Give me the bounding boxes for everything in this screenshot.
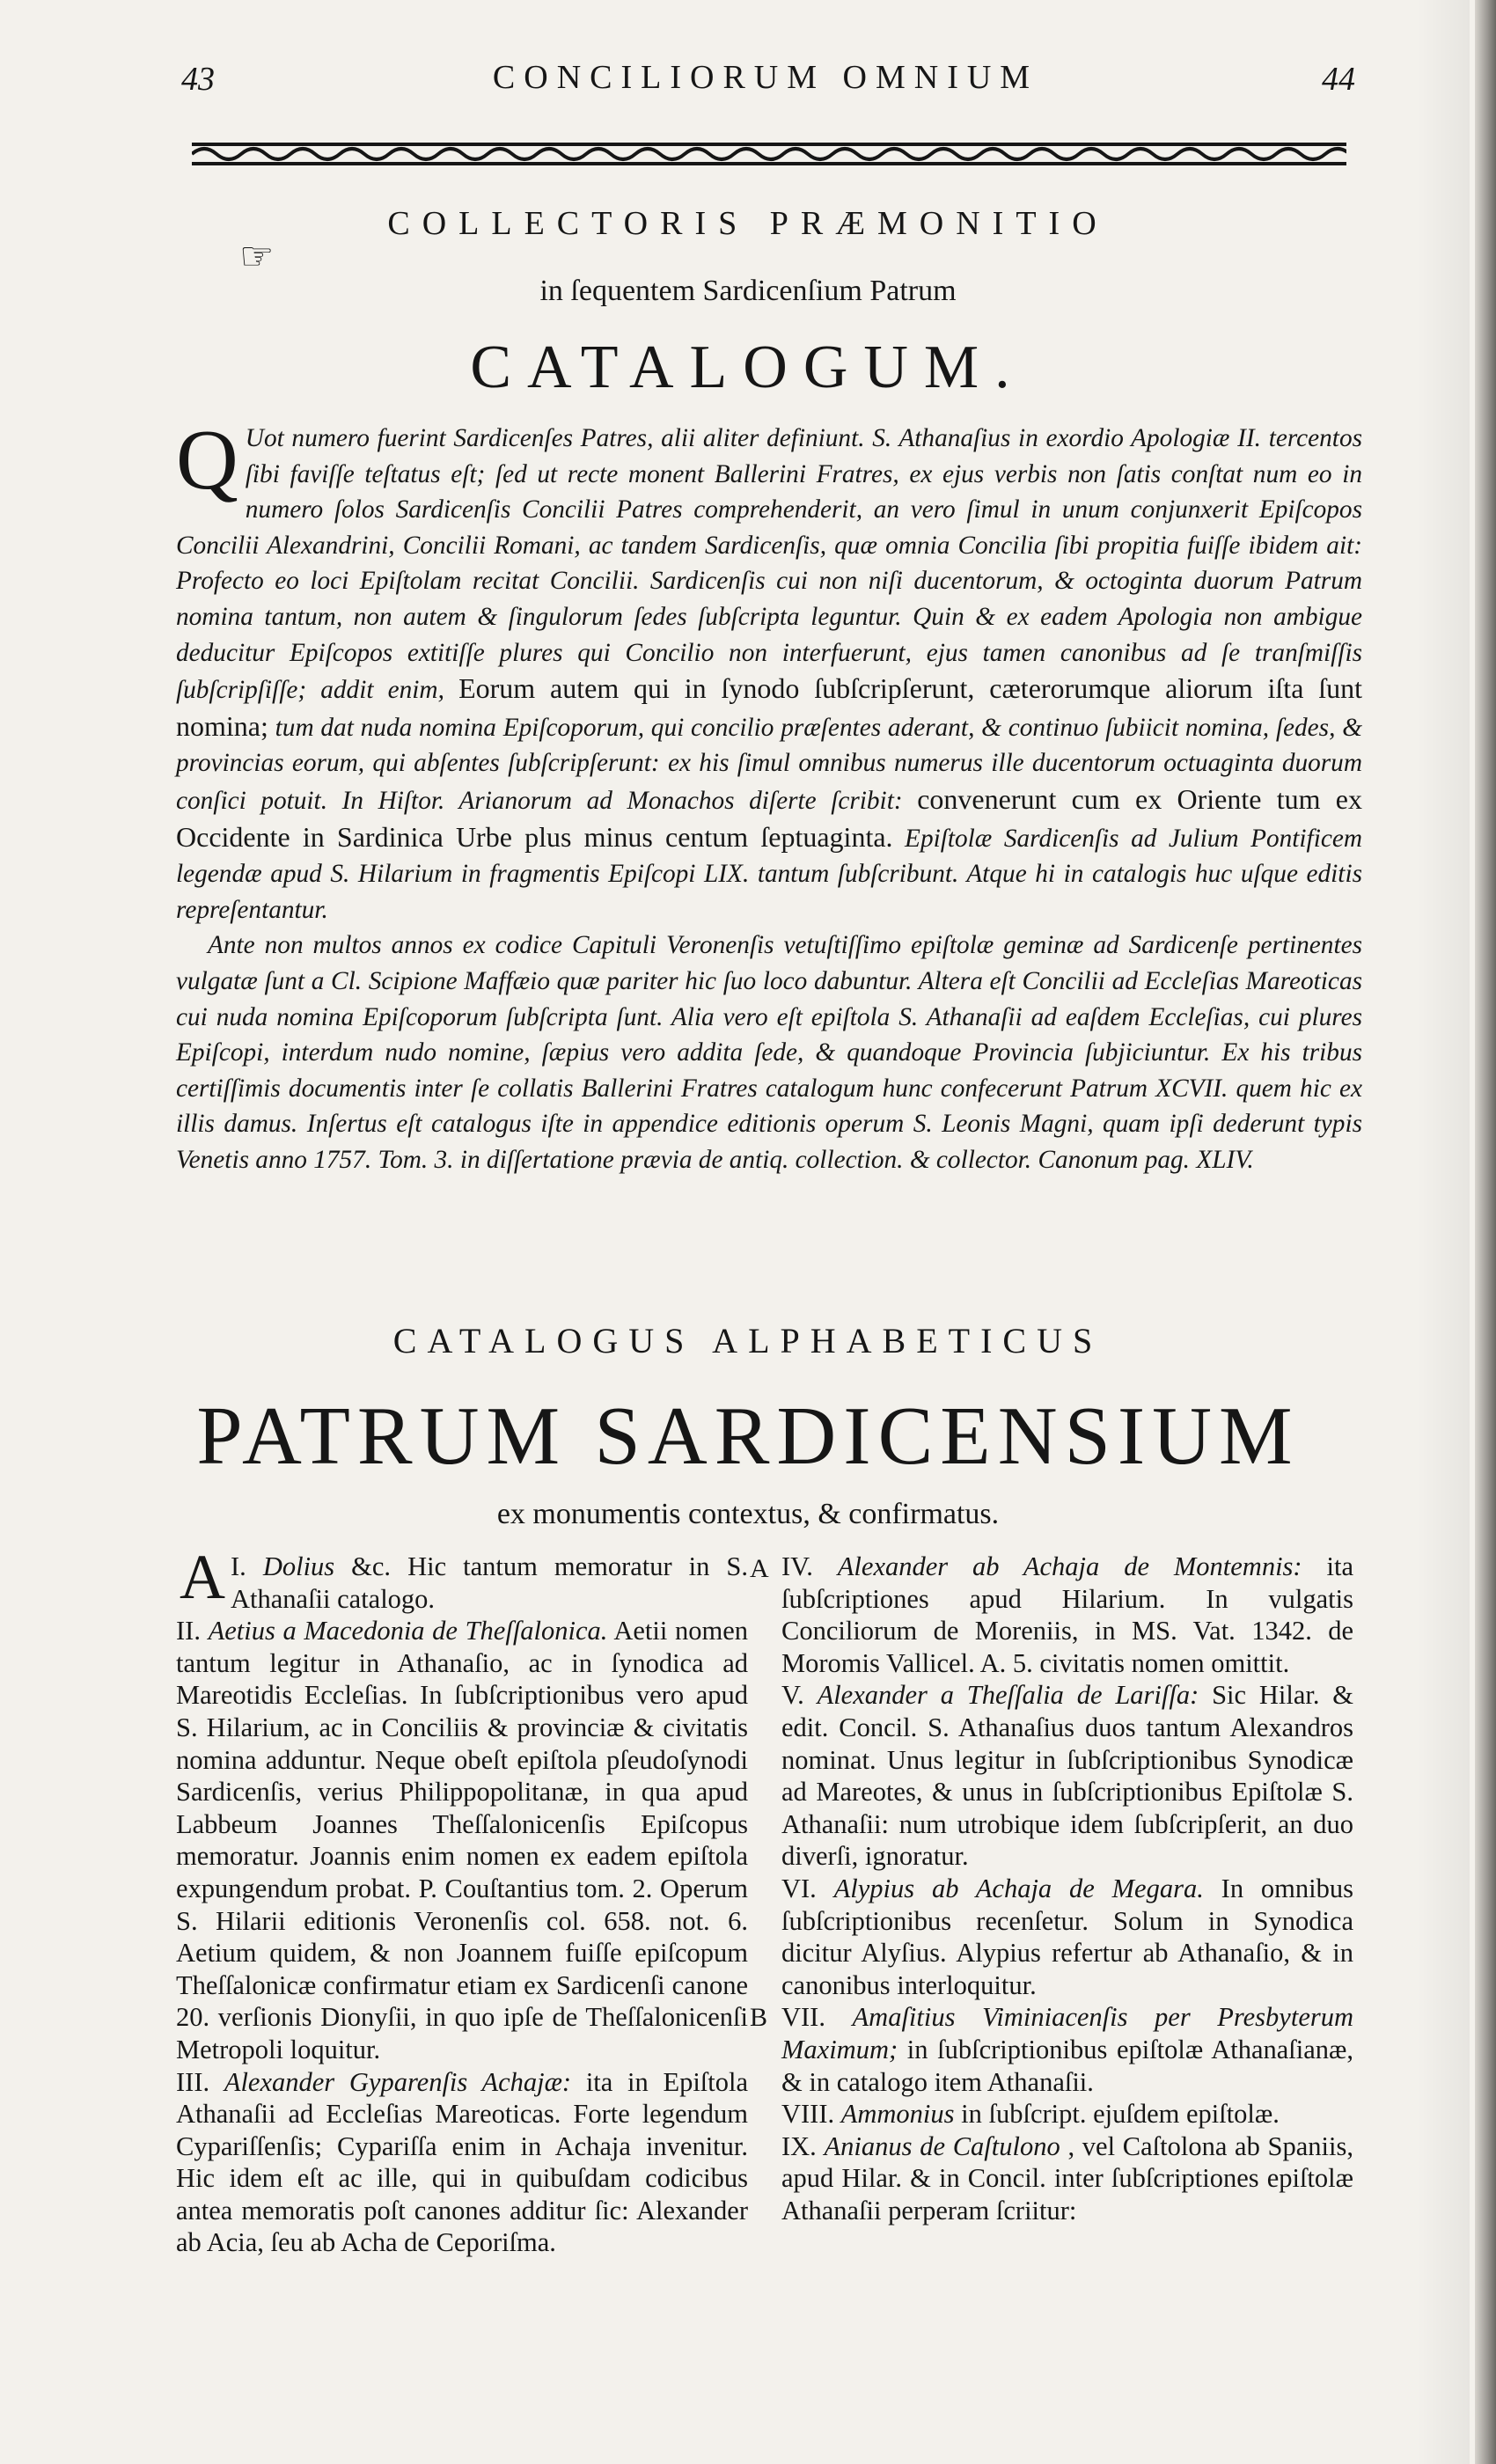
list-item [176, 1542, 748, 1615]
premonitio-subtitle: in ſequentem Sardicenſium Patrum [539, 275, 957, 307]
catalog-heading: CATALOGUS ALPHABETICUS [392, 1321, 1104, 1360]
page-number-right: 44 [1322, 61, 1355, 98]
premonitio-text [176, 413, 1363, 1177]
entry-number: I. [231, 1551, 246, 1581]
intro-text-b: tum dat nuda nomina Epiſcoporum, qui concilio præſentes aderant, & continuo ſubiicit nomina, ſedes, & provincias eorum, qui abſentes ſubſcripſerunt: ex his ſimul omnibus numerus ille ducentorum octuaginta duorum conſici potuit. In Hiſtor. Arianorum ad Monachos diſerte ſcribit: [176, 713, 1362, 815]
entry-name: Alypius ab Achaja de Megara. [833, 1873, 1204, 1903]
manicule-icon: ☞ [239, 235, 275, 278]
initial-letter: A [180, 1542, 225, 1612]
page-header [176, 55, 1355, 107]
premonitio-title: COLLECTORIS PRÆMONITIO [387, 205, 1109, 242]
entry-text: , vel Caſtolona ab Spaniis, apud Hilar. & in Concil. inter ſubſcriptiones epiſtolæ Athanaſii perperam ſcriitur: [781, 2130, 1354, 2226]
entry-name: Alexander Gyparenſis Achajæ: [224, 2066, 572, 2097]
entry-number: IV. [781, 1551, 813, 1581]
entry-number: II. [176, 1616, 201, 1646]
entry-number: IX. [781, 2130, 817, 2161]
entry-text: &c. Hic tantum memoratur in S. Athanaſii catalogo. [231, 1551, 748, 1614]
catalogum-title: CATALOGUM. [470, 334, 1026, 401]
intro-text-a: Uot numero fuerint Sardicenſes Patres, alii aliter definiunt. S. Athanaſius in exordio Apologiæ II. tercentos ſibi faviſſe teſtatus eſt; ſed ut recte monent Ballerini Fratres, ex ejus verbis non ſatis conſtat num eo in numero ſolos Sardicenſis Concilii Patres comprehenderit, an vero ſimul in unum conjunxerit Epiſcopos Concilii Alexandrini, Concilii Romani, ac tandem Sardicenſis, quæ omnia Concilia ſibi propitia fuiſſe ibidem ait: Profecto eo loci Epiſtolam recitat Concilii. Sardicenſis cui non niſi ducentorum, & octoginta duorum Patrum nomina tantum, non autem & ſingulorum ſedes ſubſcripta leguntur. Quin & ex eadem Apologia non ambigue deducitur Epiſcopos extitiſſe plures qui Concilio non interfuerunt, ejus tamen canonibus ad ſe tranſmiſſis ſubſcripſiſſe; addit enim, [176, 424, 1362, 705]
entry-name: Amaſitius Viminiacenſis per Presbyterum Maximum; [781, 2002, 1353, 2064]
entry-text: In omnibus ſubſcriptionibus recenſetur. Solum in Synodica dicitur Alyſius. Alypius refertur ab Athanaſio, & in canonibus interloquitur. [781, 1873, 1353, 2000]
entry-text: ita in Epiſtola Athanaſii ad Eccleſias Mareoticas. Forte legendum Cypariſſenſis; Cypariſſa enim in Achaja invenitur. Hic idem eſt ac ille, qui in quibuſdam codicibus antea memoratis poſt canones additur ſic: Alexander ab Acia, ſeu ab Acha de Ceporiſma. [176, 2066, 749, 2258]
running-head: CONCILIORUM OMNIUM [492, 59, 1039, 96]
catalog-column-right [781, 1551, 1353, 2226]
list-item [781, 2098, 1353, 2130]
list-item [781, 1551, 1353, 1679]
page-number-left: 43 [181, 61, 215, 98]
entry-text: ita ſubſcriptiones apud Hilarium. In vulgatis Conciliorum de Moreniis, in MS. Vat. 1342. de Moromis Vallicel. A. 5. civitatis nomen omittit. [781, 1551, 1353, 1678]
list-item [781, 1873, 1353, 2001]
intro-paragraph-2: Ante non multos annos ex codice Capituli Veronenſis vetuſtiſſimo epiſtolæ geminæ ad Sardicenſe pertinentes vulgatæ ſunt a Cl. Scipione Maffæio quæ pariter hic ſuo loco dabuntur. Altera eſt Concilii ad Eccleſias Mareoticas cui nuda nomina Epiſcoporum ſubſcripta ſunt. Alia vero eſt epiſtola S. Athanaſii ad eaſdem Eccleſias, cui plures Epiſcopi, interdum nudo nomine, ſæpius vero addita ſede, & quandoque Provincia ſubjiciuntur. Ex his tribus certiſſimis documentis inter ſe collatis Ballerini Fratres catalogum hunc confecerunt Patrum XCVII. quem hic ex illis damus. Inſertus eſt catalogus iſte in appendice editionis operum S. Leonis Magni, quam ipſi dederunt typis Venetis anno 1757. Tom. 3. in diſſertatione prævia de antiq. collection. & collector. Canonum pag. XLIV. [176, 931, 1362, 1174]
entry-number: III. [176, 2066, 210, 2097]
catalog-subtitle: ex monumentis contextus, & confirmatus. [496, 1498, 1000, 1530]
list-item [781, 2130, 1353, 2227]
list-item [781, 1679, 1353, 1873]
entry-text: in ſubſcript. ejuſdem epiſtolæ. [961, 2099, 1280, 2130]
intro-quote-2: convenerunt cum ex Oriente tum ex Occidente in Sardinica Urbe plus minus centum ſeptuaginta. [176, 782, 1362, 853]
intro-quote-1: Eorum autem qui in ſynodo ſubſcripſerunt, cæterorumque aliorum iſta ſunt nomina; [176, 672, 1363, 742]
entry-number: VIII. [781, 2099, 835, 2130]
catalog-column-left [176, 1542, 749, 2259]
drop-cap: Q [176, 413, 238, 508]
entry-name: Anianus de Caſtulono [824, 2130, 1060, 2161]
entry-text: Sic Hilar. & edit. Concil. S. Athanaſius duos tantum Alexandros nominat. Unus legitur in ſubſcriptionibus Synodicæ ad Mareotes, & unus in ſubſcriptionibus Epiſtolæ S. Athanaſii: num utrobique idem ſubſcripſerit, an duo diverſi, ignoratur. [781, 1680, 1354, 1872]
ornament-rule [192, 141, 1346, 167]
catalog-title: PATRUM SARDICENSIUM [196, 1390, 1300, 1482]
list-item [176, 2066, 748, 2260]
entry-name: Alexander a Theſſalia de Lariſſa: [817, 1680, 1199, 1711]
entry-number: VII. [781, 2002, 825, 2033]
entry-name: Dolius [262, 1551, 335, 1581]
list-item [781, 2001, 1353, 2098]
entry-name: Alexander ab Achaja de Montemnis: [837, 1551, 1302, 1581]
margin-letter-b: B [750, 2003, 768, 2032]
entry-text: in ſubſcriptionibus epiſtolæ Athanaſianæ, & in catalogo item Athanaſii. [781, 2034, 1353, 2097]
entry-name: Aetius a Macedonia de Theſſalonica. [208, 1616, 608, 1646]
entry-text: Aetii nomen tantum legitur in Athanaſio, ac in ſynodica ad Mareotidis Eccleſias. In ſubſcriptionibus vero apud S. Hilarium, ac in Conciliis & provinciæ & civitatis nomina adduntur. Neque obeſt epiſtola pſeudoſynodi Sardicenſis, verius Philippopolitanæ, in qua apud Labbeum Joannes Theſſalonicenſis Epiſcopus memoratur. Joannis enim nomen ex eadem epiſtola expungendum probat. P. Couſtantius tom. 2. Operum S. Hilarii editionis Veronenſis col. 658. not. 6. Aetium quidem, & non Joannem fuiſſe epiſcopum Theſſalonicæ confirmatur etiam ex Sardicenſi canone 20. verſionis Dionyſii, in quo ipſe de Theſſalonicenſi Metropoli loquitur. [176, 1616, 748, 2064]
margin-letter-a: A [750, 1554, 769, 1583]
entry-number: V. [781, 1680, 804, 1711]
intro-text-c: Epiſtolæ Sardicenſis ad Julium Pontificem legendæ apud S. Hilarium in fragmentis Epiſcopi LIX. tantum ſubſcribunt. Atque hi in catalogis huc uſque editis repreſentantur. [176, 824, 1363, 924]
list-item [176, 1615, 748, 2065]
entry-number: VI. [781, 1873, 817, 1903]
intro-paragraph-1 [176, 413, 1363, 928]
entry-name: Ammonius [840, 2099, 955, 2130]
